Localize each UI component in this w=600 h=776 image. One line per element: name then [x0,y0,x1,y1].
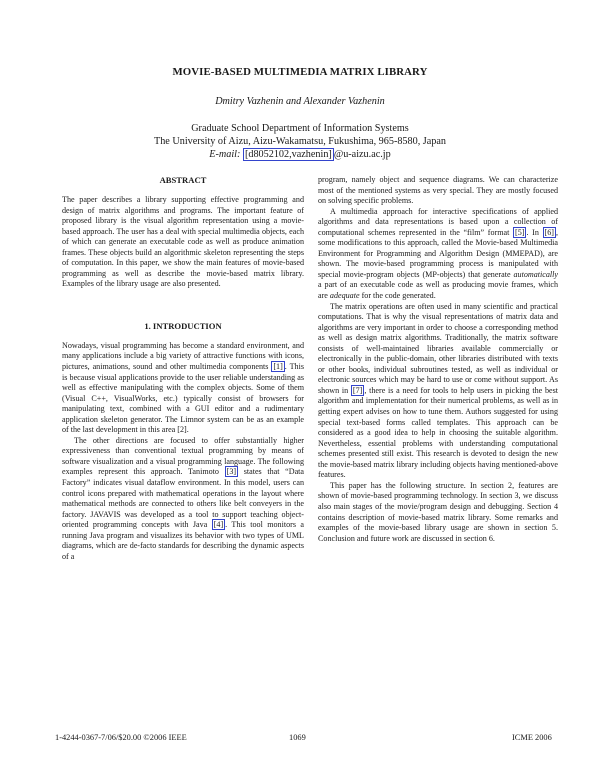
email-label: E-mail: [209,149,241,160]
intro-paragraph-1: Nowadays, visual programming has become a standard environment, and many applications include a big variety of attractive functions with icons, pictures, animations, sound and other multimedia components [1] . This is because visual applications provide to the user reliable understanding as well as effective manipulating with the complex objects. Some of them (Visual C++, VisualWorks, etc.) typically consist of browsers for manipulating text, combined with a GUI editor and a rudimentary application skeleton generator. The Limnor system can be as an example of the last development in this area [2]. [62,340,304,435]
author-names: Dmitry Vazhenin and Alexander Vazhenin [215,96,385,107]
citation-4[interactable]: [4] [213,520,224,530]
email-link[interactable]: [d8052102,vazhenin] [244,149,332,160]
footer-page-number: 1069 [289,733,306,742]
affiliation-university: The University of Aizu, Aizu-Wakamatsu, Fukushima, 965-8580, Japan [153,136,447,147]
left-column [62,175,304,562]
citation-6[interactable]: [6] [544,227,554,237]
abstract-heading: ABSTRACT [159,175,207,185]
citation-7[interactable]: [7] [352,385,363,395]
introduction-heading: 1. INTRODUCTION [144,320,222,331]
right-paragraph-2: A multimedia approach for interactive specifications of applied algorithms and data representations is based upon a collection of computational schemes represented in the “film” format [5] . In [6] , some modifications to this approach, called the Movie-based Multimedia Environment for Programming and Algorithm Design (MMEPAD), are shown. The movie-based programming process is manipulated with special movie-program objects (MP-objects) that generate automatically a part of an executable code as well as producing movie frames, which are adequate for the code generated. [318,206,558,301]
right-column [318,175,558,544]
right-paragraph-4: This paper has the following structure. In section 2, features are shown of movie-based programming technology. In section 3, we discuss also main stages of the movie/program design and debugging. Section 4 contains description of movie-based matrix library. Some remarks and examples of the movie-based library usage are shown in section 5. Conclusion and future work are discussed in section 6. [318,480,558,543]
affiliation-department: Graduate School Department of Information Systems [191,123,409,134]
abstract-text: The paper describes a library supporting effective programming and design of matrix algorithms and programs. The important feature of proposed library is the visual algorithm representation using a movie-based approach. The user has a deal with special multimedia objects, each of which can generate an executable code as well as produce animation frames. These objects build an algorithmic skeleton representing the steps of computation. In this paper, we show the main features of movie-based programming as well as describe the movie-based matrix library. Examples of the library usage are also presented. [62,195,304,289]
intro-paragraph-2: The other directions are focused to offer substantially higher expressiveness than conventional textual programming by means of software visualization and a visual programming language. The following examples represent this approach. Tanimoto [3] states that “Data Factory” indicates visual dataflow environment. In this model, users can control icons prepared with mathematical operations in the layout where mathematical methods are connected to others like belt conveyers in the factory. JAVAVIS was developed as a tool to support teaching object-oriented programming concepts with Java [4] . This tool monitors a running Java program and visualizes its behavior with two types of UML diagrams, which are de-facto standards for describing the dynamic aspects of a [62,435,305,561]
right-paragraph-1: program, namely object and sequence diagrams. We can characterize most of the mentioned systems as very special. They are mostly focused on solving specific problems. [318,175,558,206]
right-paragraph-3: The matrix operations are often used in many scientific and practical computations. That is why the visual representations of matrix data and algorithms are very important in order to choose a corresponding method as well as design matrix algorithms. Traditionally, the matrix software consists of well-maintained libraries available commercially or electronically in the public-domain, other libraries distributed with texts or other books, individual subroutines tested, as well as individual or electronic sources which may be hard to use or come without support. As shown in [7] , there is a need for tools to help users in picking the best algorithm and implementation for their numerical problems, as well as in getting expert advises on how to tune them. Authors suggested for using special text-based forms called templates. This approach can be considered as a good idea to help in choosing the suitable algorithm. Nevertheless, essential problems with understanding computational schemes presented still exist. This research is devoted to design the new the movie-based matrix library including objects having mentioned-above features. [318,301,558,480]
footer-conference: ICME 2006 [512,733,552,742]
email-line [0,149,600,160]
citation-5[interactable]: [5] [515,227,525,237]
citation-3[interactable]: [3] [226,467,237,477]
footer-copyright: 1-4244-0367-7/06/$20.00 ©2006 IEEE [55,733,187,742]
paper-title: MOVIE-BASED MULTIMEDIA MATRIX LIBRARY [172,66,428,78]
email-domain: @u-aizu.ac.jp [333,149,391,160]
citation-1[interactable]: [1] [273,362,283,372]
